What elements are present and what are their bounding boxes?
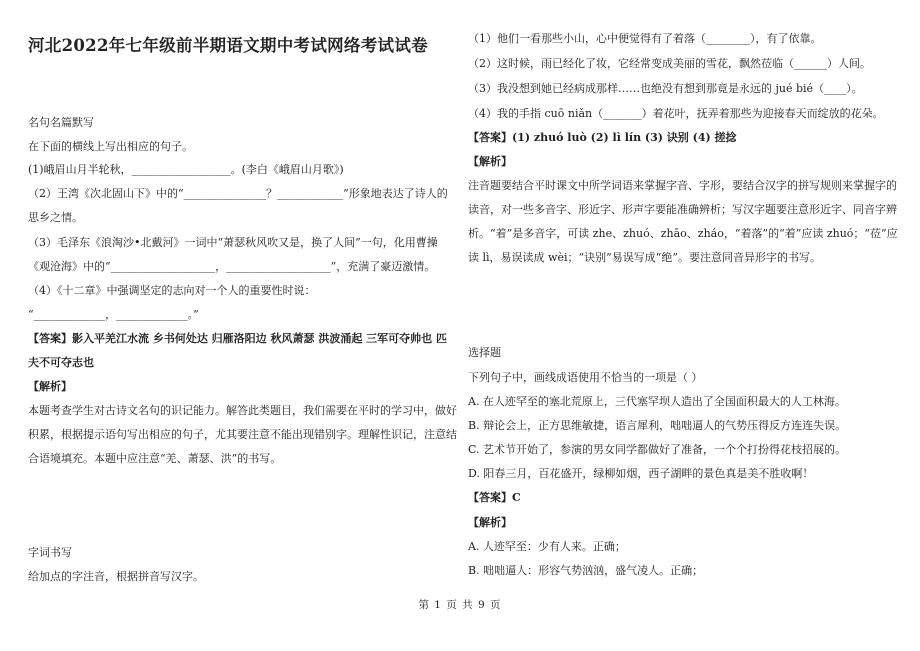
question-item: （1）他们一看那些小山，心中便觉得有了着落（________），有了依靠。: [468, 32, 822, 45]
answer-line-continued: 夫不可夺志也: [28, 356, 94, 369]
analysis-text: 合语境填充。本题中应注意“羌、萧瑟、洪”的书写。: [28, 452, 282, 465]
section-heading-vocab: 字词书写: [28, 546, 72, 559]
analysis-text: A. 人迹罕至：少有人来。正确；: [468, 540, 626, 553]
option-a: A. 在人迹罕至的塞北荒原上，三代塞罕坝人造出了全国面积最大的人工林海。: [468, 395, 846, 408]
analysis-text: 本题考查学生对古诗文名句的识记能力。解答此类题目，我们需要在平时的学习中，做好: [28, 404, 457, 417]
analysis-text: 积累，根据提示语句写出相应的句子，尤其要注意不能出现错别字。理解性识记，注意结: [28, 428, 457, 441]
question-item-continued: “_____________，_____________。”: [28, 308, 199, 321]
analysis-text: B. 咄咄逼人：形容气势汹汹，盛气凌人。正确；: [468, 564, 704, 577]
question-item-continued: 《观沧海》中的“___________________，___________________”，充满了豪迈激情。: [28, 260, 436, 273]
analysis-text: 读 lì，易误读成 wèi；“诀别”易误写成“绝”。要注意同音异形字的书写。: [468, 251, 821, 264]
question-instruction: 在下面的横线上写出相应的句子。: [28, 140, 193, 153]
analysis-heading: 【解析】: [468, 155, 512, 168]
question-item: （4）我的手指 cuō niǎn（_______）着花叶，抚弄着那些为迎接春天而绽放的花朵。: [468, 107, 884, 120]
section-heading-poetry: 名句名篇默写: [28, 116, 94, 129]
question-instruction: 给加点的字注音，根据拼音写汉字。: [28, 570, 204, 583]
answer-line: 【答案】影入平羌江水流 乡书何处达 归雁洛阳边 秋风萧瑟 洪波涌起 三军可夺帅也 匹: [28, 332, 447, 345]
analysis-heading: 【解析】: [468, 516, 512, 529]
option-c: C. 艺术节开始了，参演的男女同学都做好了准备，一个个打扮得花枝招展的。: [468, 443, 847, 456]
question-item: （2）王湾《次北固山下》中的“_______________？____________”形象地表达了诗人的: [28, 187, 448, 200]
option-d: D. 阳春三月，百花盛开，绿柳如烟，西子湖畔的景色真是美不胜收啊！: [468, 467, 814, 480]
section-heading-choice: 选择题: [468, 346, 501, 359]
option-b: B. 辩论会上，正方思维敏捷，语言犀利，咄咄逼人的气势压得反方连连失误。: [468, 419, 847, 432]
document-title: 河北2022年七年级前半期语文期中考试网络考试试卷: [28, 36, 428, 55]
question-item: （3）我没想到她已经病成那样……也绝没有想到那竟是永远的 jué bié（____）。: [468, 82, 863, 95]
analysis-text: 注音题要结合平时课文中所学词语来掌握字音、字形，要结合汉字的拼写规则来掌握字的: [468, 179, 897, 192]
question-item-continued: 思乡之情。: [28, 211, 83, 224]
analysis-text: 读音，对一些多音字、形近字、形声字要能准确辨析；写汉字题要注意形近字、同音字辨: [468, 203, 897, 216]
question-item: (1)峨眉山月半轮秋，__________________。(李白《峨眉山月歌》): [28, 163, 344, 176]
question-item: （4）《十二章》中强调坚定的志向对一个人的重要性时说：: [28, 284, 316, 297]
question-stem: 下列句子中，画线成语使用不恰当的一项是（ ）: [468, 371, 703, 384]
analysis-heading: 【解析】: [28, 380, 72, 393]
answer-line: 【答案】C: [468, 491, 521, 504]
question-item: （3）毛泽东《浪淘沙•北戴河》一词中“萧瑟秋风吹又是，换了人间”一句，化用曹操: [28, 236, 438, 249]
question-item: （2）这时候，雨已经化了妆，它经常变成美丽的雪花，飘然莅临（______）人间。: [468, 57, 871, 70]
analysis-text: 析。“着”是多音字，可读 zhe、zhuó、zhāo、zháo，“着落”的“着”应读 zhuó；“莅”应: [468, 227, 898, 240]
page-footer: 第 1 页 共 9 页: [418, 599, 502, 611]
answer-line: 【答案】(1) zhuó luò (2) lì lín (3) 诀别 (4) 搓捻: [468, 131, 737, 144]
